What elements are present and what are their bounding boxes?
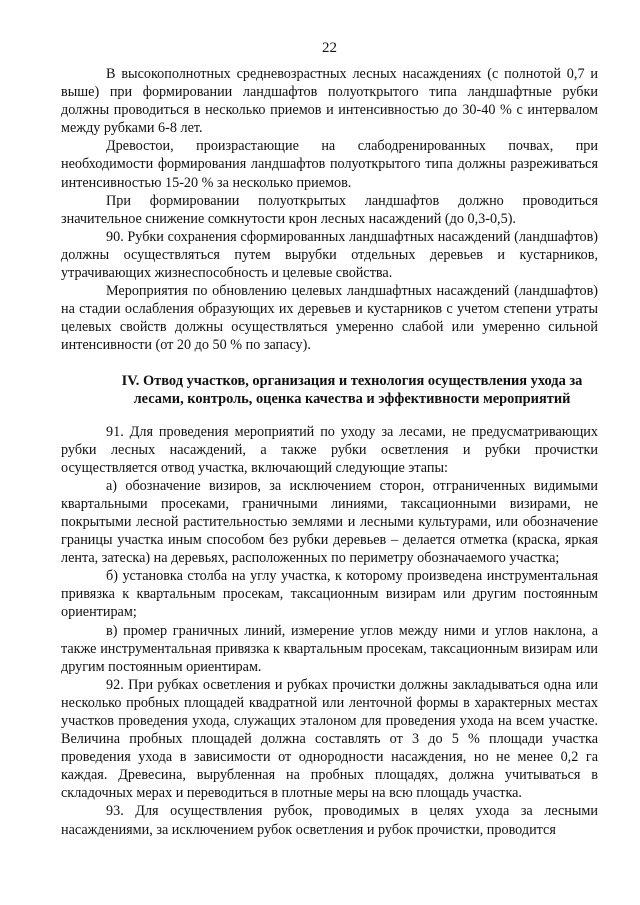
paragraph: В высокополнотных средневозрастных лесных насаждениях (с полнотой 0,7 и выше) при формировании ландшафтов полуоткрытого типа ландшафтные рубки должны проводиться в несколько приемов и интенсивностью до 30-40 % с интервалом между рубками 6-8 лет.	[61, 66, 598, 137]
list-item: б) установка столба на углу участка, к которому произведена инструментальная привязка к квартальным просекам, таксационным визирам или другим постоянным ориентирам;	[61, 568, 598, 621]
paragraph: 91. Для проведения мероприятий по уходу за лесами, не предусматривающих рубки лесных насаждений, а также рубки осветления и рубки прочистки осуществляется отвод участка, включающий следующие этапы:	[61, 423, 598, 476]
paragraph: Мероприятия по обновлению целевых ландшафтных насаждений (ландшафтов) на стадии ослабления образующих их деревьев и кустарников с учетом степени утраты целевых свойств должны осуществляться умеренно слабой или умеренно сильной интенсивности (от 20 до 50 % по запасу).	[61, 283, 598, 354]
section-heading	[61, 372, 598, 409]
page-number: 22	[322, 40, 337, 56]
section-heading-line-1: IV. Отвод участков, организация и технология осуществления ухода за	[121, 372, 583, 389]
document-body	[61, 65, 598, 839]
paragraph: 92. При рубках осветления и рубках прочистки должны закладываться одна или несколько пробных площадей квадратной или ленточной формы в характерных местах участков проведения ухода, служащих эталоном для проведения ухода на всем участке. Величина пробных площадей должна составлять от 3 до 5 % площади участка проведения ухода в зависимости от однородности насаждения, но не менее 0,2 га каждая. Древесина, вырубленная на пробных площадях, должна учитываться в складочных мерах и переводиться в плотные меры на всю площадь участка.	[61, 676, 598, 802]
paragraph: При формировании полуоткрытых ландшафтов должно проводиться значительное снижение сомкнутости крон лесных насаждений (до 0,3-0,5).	[61, 192, 598, 227]
paragraph: Древостои, произрастающие на слабодренированных почвах, при необходимости формирования ландшафтов полуоткрытого типа должны разреживаться интенсивностью 15-20 % за несколько приемов.	[61, 138, 598, 191]
section-heading-line-2: лесами, контроль, оценка качества и эффективности мероприятий	[133, 391, 571, 407]
list-item: а) обозначение визиров, за исключением сторон, отграниченных видимыми квартальными просеками, граничными линиями, таксационными визирами, не покрытыми лесной растительностью землями и лесными культурами, или обозначение границы участка иным способом без рубки деревьев – делается отметка (краска, яркая лента, затеска) на деревьях, расположенных по периметру обозначаемого участка;	[61, 477, 598, 567]
list-item: в) промер граничных линий, измерение углов между ними и углов наклона, а также инструментальная привязка к квартальным просекам, таксационным визирам или другим постоянным ориентирам.	[61, 622, 598, 675]
paragraph: 90. Рубки сохранения сформированных ландшафтных насаждений (ландшафтов) должны осуществляться путем вырубки отдельных деревьев и кустарников, утрачивающих жизнеспособность и целевые свойства.	[61, 228, 598, 282]
paragraph: 93. Для осуществления рубок, проводимых в целях ухода за лесными насаждениями, за исключением рубок осветления и рубок прочистки, проводится	[61, 803, 598, 838]
